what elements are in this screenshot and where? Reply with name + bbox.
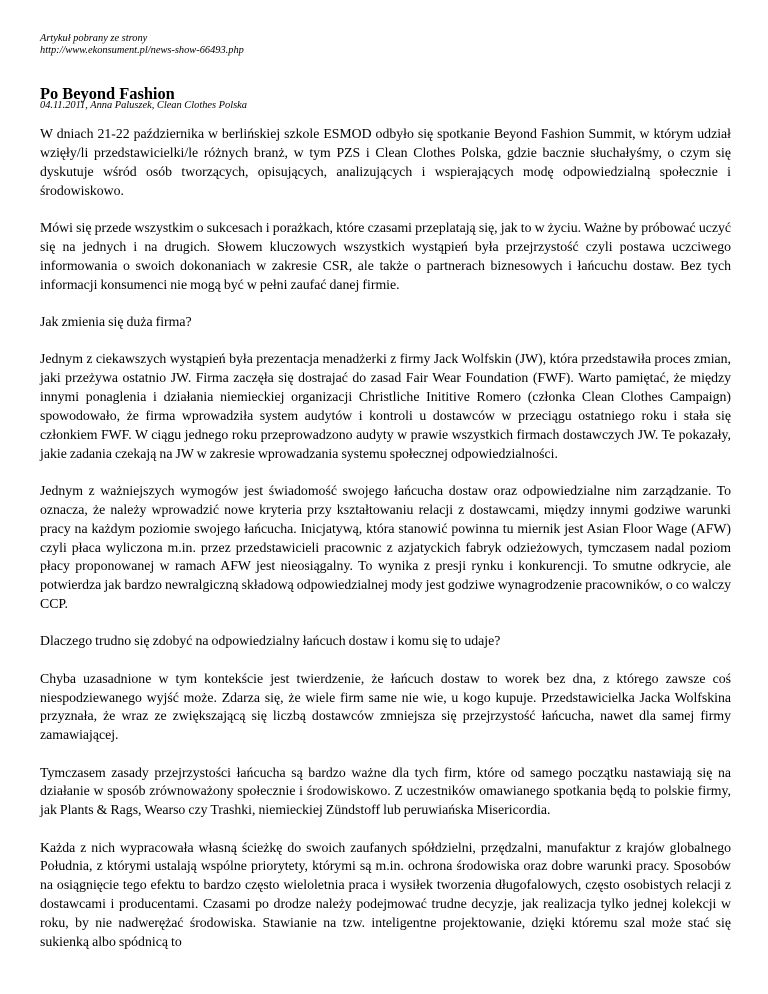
paragraph: Mówi się przede wszystkim o sukcesach i porażkach, które czasami przeplatają się, jak to w życiu. Ważne by próbować uczyć się na jednych i na drugich. Słowem kluczowych wszystkich wystąpień była przejrzystość czyli postawa uczciwego informowania o swoich dokonaniach w zakresie CSR, ale także o partnerach biznesowych i łańcuchu dostaw. Bez tych informacji konsumenci nie mogą być w pełni zaufać danej firmie. <box>40 219 731 292</box>
paragraph: Jednym z ważniejszych wymogów jest świadomość swojego łańcucha dostaw oraz odpowiedzialne nim zarządzanie. To oznacza, że należy wprowadzić nowe kryteria przy kształtowaniu relacji z dostawcami, między innymi godziwe warunki pracy na każdym poziomie swojego łańcucha. Inicjatywą, która stanowić powinna tu miernik jest Asian Floor Wage (AFW) czyli płaca wyliczona m.in. przez przedstawicieli pracownic z azjatyckich fabryk odzieżowych, tymczasem nadal poziom płacy proponowanej w ramach AFW jest nieosiągalny. To wynika z presji rynku i konkurencji. To smutne odkrycie, ale potwierdza jak bardzo newralgiczną składową odpowiedzialnej mody jest godziwe wynagrodzenie pracowników, o co walczy CCP. <box>40 482 731 612</box>
subheading: Jak zmienia się duża firma? <box>40 313 192 329</box>
source-url: http://www.ekonsument.pl/news-show-66493.php <box>40 45 244 56</box>
paragraph: Jednym z ciekawszych wystąpień była prezentacja menadżerki z firmy Jack Wolfskin (JW), która przedstawiła proces zmian, jaki przeżywa ostatnio JW. Firma zaczęła się dostrajać do zasad Fair Wear Foundation (FWF). Warto pamiętać, że między innymi ponaglenia i działania niemieckiej organizacji Christliche Inititive Romero (członka Clean Clothes Campaign) spowodowało, że firma wprowadziła system audytów i kontroli u dostawców w przeciągu ostatniego roku i stała się członkiem FWF. W ciągu jednego roku przeprowadzono audyty w prawie wszystkich firmach dostawczych JW. Te pokazały, jakie zadania czekają na JW w zakresie wprowadzania systemu społecznej odpowiedzialności. <box>40 351 731 461</box>
paragraph: Tymczasem zasady przejrzystości łańcucha są bardzo ważne dla tych firm, które od samego początku nastawiają się na działanie w sposób zrównoważony społecznie i środowiskowo. Z uczestników omawianego spotkania będą to polskie firmy, jak Plants & Rags, Wearso czy Trashki, niemieckiej Zündstoff lub peruwiańska Misericordia. <box>40 764 731 818</box>
source-label: Artykuł pobrany ze strony <box>40 33 148 44</box>
subheading: Dlaczego trudno się zdobyć na odpowiedzialny łańcuch dostaw i komu się to udaje? <box>40 633 501 649</box>
paragraph: W dniach 21-22 października w berlińskiej szkole ESMOD odbyło się spotkanie Beyond Fashion Summit, w którym udział wzięły/li przedstawicielki/le różnych branż, w tym PZS i Clean Clothes Polska, gdzie bacznie słuchałyśmy, o czym się dyskutuje wśród osób tworzących, opisujących, analizujących i wspierających modę odpowiedzialną społecznie i środowiskowo. <box>40 126 731 198</box>
article-body <box>40 125 731 970</box>
article-title: Po Beyond Fashion <box>40 84 175 103</box>
paragraph: Chyba uzasadnione w tym kontekście jest twierdzenie, że łańcuch dostaw to worek bez dna, z którego zawsze coś niespodziewanego wyjść może. Zdarza się, że wiele firm same nie wie, u kogo kupuje. Przedstawicielka Jacka Wolfskina przyznała, że wraz ze zwiększającą się liczbą dostawców zmniejsza się przejrzystość łańcucha, nawet dla samej firmy zamawiającej. <box>40 670 731 743</box>
paragraph: Każda z nich wypracowała własną ścieżkę do swoich zaufanych spółdzielni, przędzalni, manufaktur z krajów globalnego Południa, z którymi ustalają wspólne priorytety, którymi są m.in. ochrona środowiska oraz dobre warunki pracy. Sposobów na osiągnięcie tego efektu to bardzo często wieloletnia praca i wysiłek tworzenia długofalowych, często osobistych relacji z dostawcami i producentami. Czasami po drodze należy podejmować trudne decyzje, jak realizacja tylko jednej kolekcji w roku, by nie nadwerężać środowiska. Stawianie na tzw. inteligentne projektowanie, dzięki któremu szal może stać się sukienką albo spódnicą to <box>40 839 731 950</box>
article-byline: 04.11.2011, Anna Paluszek, Clean Clothes Polska <box>40 100 247 111</box>
source-note <box>40 33 244 57</box>
